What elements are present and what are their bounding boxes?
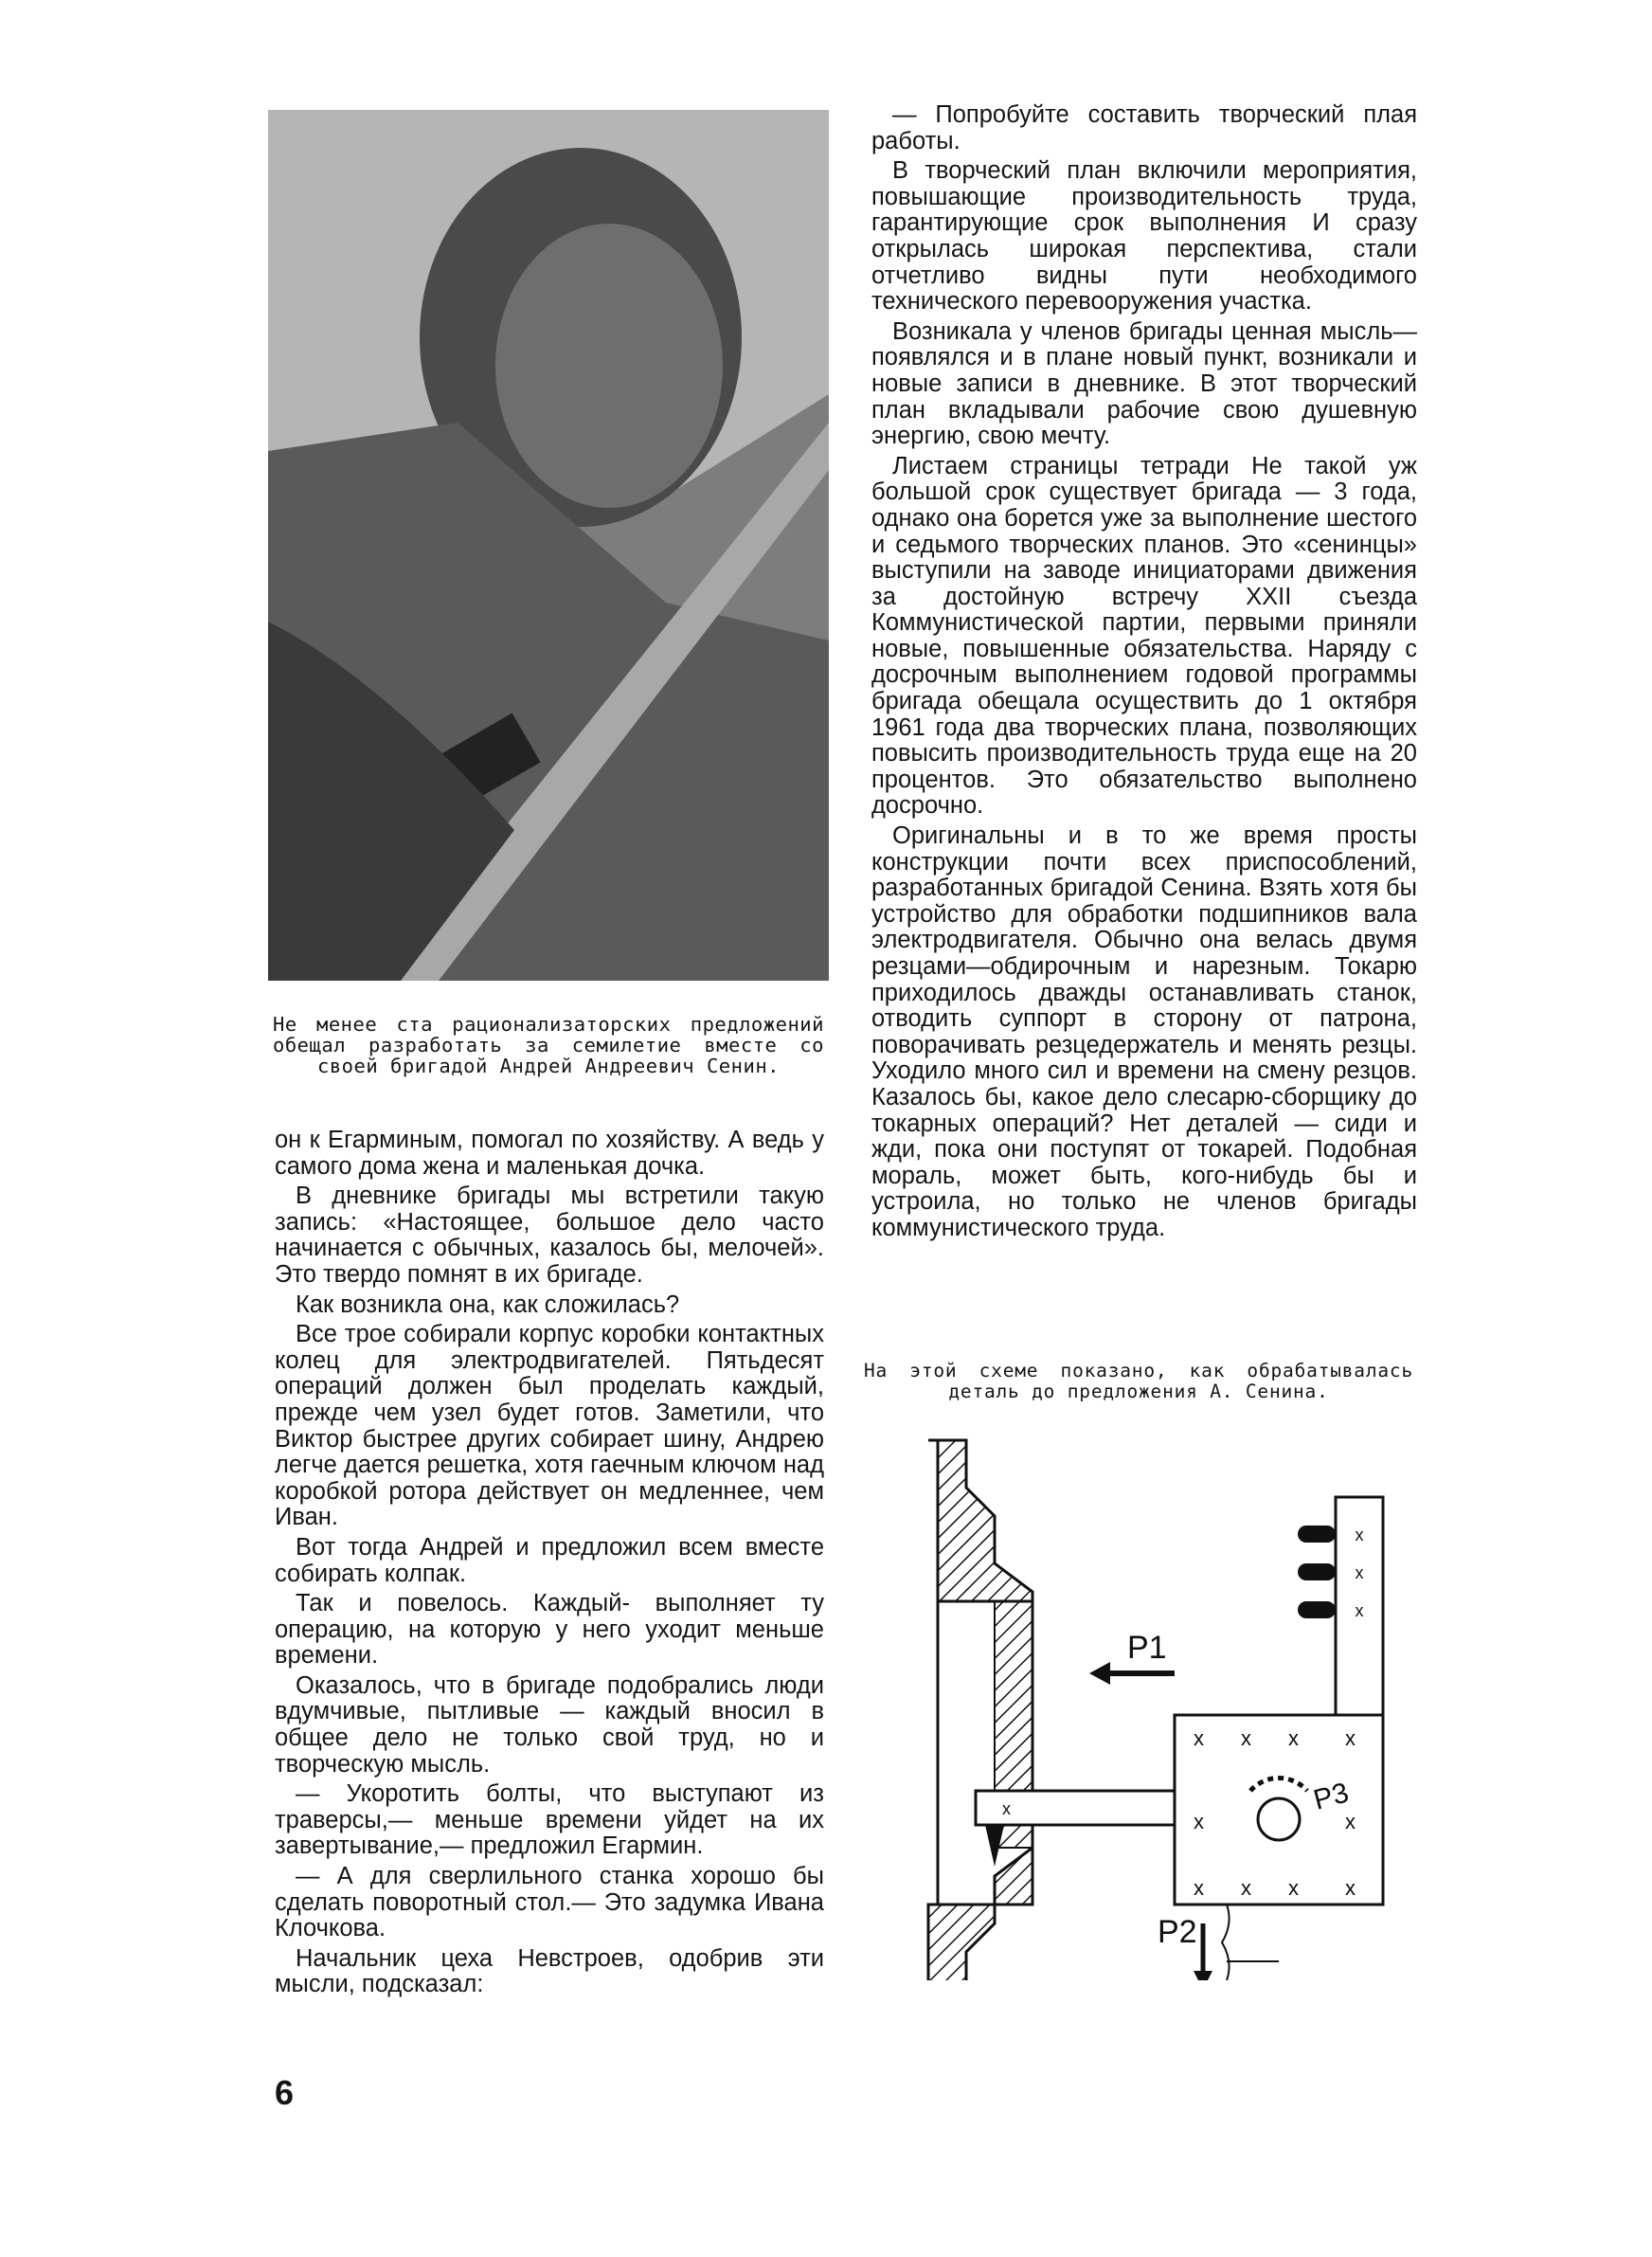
svg-text:x: x xyxy=(1345,1876,1356,1900)
chuck-body xyxy=(928,1440,1032,1601)
svg-text:x: x xyxy=(1288,1876,1299,1900)
svg-text:x: x xyxy=(1355,1601,1364,1620)
paragraph: — А для сверлильного станка хорошо бы сделать поворотный стол.— Это задумка Ивана Клочкова. xyxy=(275,1863,824,1942)
svg-text:x: x xyxy=(1194,1726,1204,1750)
svg-text:x: x xyxy=(1345,1726,1356,1750)
photo-caption: Не менее ста рационализаторских предложений обещал разработать за семилетие вместе со своей бригадой Андрей Андреевич Сенин. xyxy=(273,1013,824,1077)
paragraph: Все трое собирали корпус коробки контактных колец для электродвигателей. Пятьдесят операций должен был проделать каждый, прежде чем узел будет готов. Заметили, что Виктор быстрее других собирает шину, Андрею легче дается решетка, хотя гаечным ключом над коробкой ротора действует он медленнее, чем Иван. xyxy=(275,1321,824,1531)
left-column xyxy=(275,1128,824,2002)
arrow-left-icon xyxy=(1089,1662,1110,1685)
svg-text:x: x xyxy=(1355,1563,1364,1582)
svg-text:x: x xyxy=(1241,1876,1251,1900)
paragraph: — Укоротить болты, что выступают из траверсы,— меньше времени уйдет на их завертывание,— предложил Егармин. xyxy=(275,1780,824,1860)
diagram-caption: На этой схеме показано, как обрабатывалась деталь до предложения А. Сенина. xyxy=(864,1360,1413,1402)
paragraph: Листаем страницы тетради Не такой уж большой срок существует бригада — 3 года, однако она борется уже за выполнение шестого и седьмого творческих планов. Это «сенинцы» выступили на заводе инициаторами движения за достойную встречу XXII съезда Коммунистической партии, первыми приняли новые, повышенные обязательства. Наряду с досрочным выполнением годовой программы бригада обещала осуществить до 1 октября 1961 года два творческих плана, позволяющих повысить производительность труда еще на 20 процентов. Это обязательство выполнено досрочно. xyxy=(871,452,1417,820)
svg-text:x: x xyxy=(1194,1876,1204,1900)
svg-text:x: x xyxy=(1345,1810,1356,1833)
photo-worker xyxy=(268,110,829,981)
paragraph: он к Егарминым, помогал по хозяйству. А ведь у самого дома жена и маленькая дочка. xyxy=(275,1127,824,1180)
paragraph: Как возникла она, как сложилась? xyxy=(296,1291,680,1318)
paragraph: Возникала у членов бригады ценная мысль—появлялся и в плане новый пункт, возникали и новые записи в дневнике. В этот творческий план вкладывали рабочие свою душевную энергию, свою мечту. xyxy=(871,317,1417,450)
right-column xyxy=(871,102,1417,1246)
photo-worker-icon xyxy=(268,110,829,981)
pivot-circle xyxy=(1258,1798,1300,1840)
svg-text:x: x xyxy=(1355,1526,1364,1544)
page-number: 6 xyxy=(275,2073,295,2112)
paragraph: В творческий план включили мероприятия, повышающие производительность труда, гарантирующие срок выполнения И сразу открылась широкая перспектива, стали отчетливо видны пути необходимого технического перевооружения участка. xyxy=(871,157,1417,316)
svg-text:x: x xyxy=(1288,1726,1299,1750)
paragraph: Оригинальны и в то же время просты конструкции почти всех приспособлений, разработанных бригадой Сенина. Взять хотя бы устройство для обработки подшипников вала электродвигателя. Обычно она велась двумя резцами—обдирочным и нарезным. Токарю приходилось дважды останавливать станок, отводить суппорт в сторону от патрона, поворачивать резцедержатель и менять резцы. Уходило много сил и времени на смену резцов. Казалось бы, какое дело слесарю-сборщику до токарных операций? Нет деталей — сиди и жди, пока они поступят от токарей. Подобная мораль, может быть, кого-нибудь бы и устроила, но только не членов бригады коммунистического труда. xyxy=(871,822,1417,1241)
paragraph: Оказалось, что в бригаде подобрались люди вдумчивые, пытливые — каждый вносил в общее дело не только свой труд, но и творческую мысль. xyxy=(275,1671,824,1778)
svg-text:x: x xyxy=(1241,1726,1251,1750)
paragraph: — Попробуйте составить творческий плая работы. xyxy=(871,101,1417,154)
label-p2: P2 xyxy=(1158,1914,1197,1950)
paragraph: Так и повелось. Каждый- выполняет ту операцию, на которую у него уходит меньше времени. xyxy=(275,1590,824,1670)
paragraph: Вот тогда Андрей и предложил всем вместе собирать колпак. xyxy=(275,1533,824,1587)
paragraph: Начальник цеха Невстроев, одобрив эти мысли, подсказал: xyxy=(275,1944,824,1998)
label-p1: P1 xyxy=(1127,1630,1167,1666)
svg-text:x: x xyxy=(1002,1799,1011,1818)
label-p3: P3 xyxy=(1310,1777,1353,1816)
lathe-diagram xyxy=(900,1431,1411,1980)
svg-text:x: x xyxy=(1194,1810,1204,1833)
arrow-down-icon xyxy=(1194,1971,1212,1980)
paragraph: В дневнике бригады мы встретили такую запись: «Настоящее, большое дело часто начинается с обычных, казалось бы, мелочей». Это твердо помнят в их бригаде. xyxy=(275,1183,824,1288)
chuck-body-lower xyxy=(928,1848,1032,1980)
